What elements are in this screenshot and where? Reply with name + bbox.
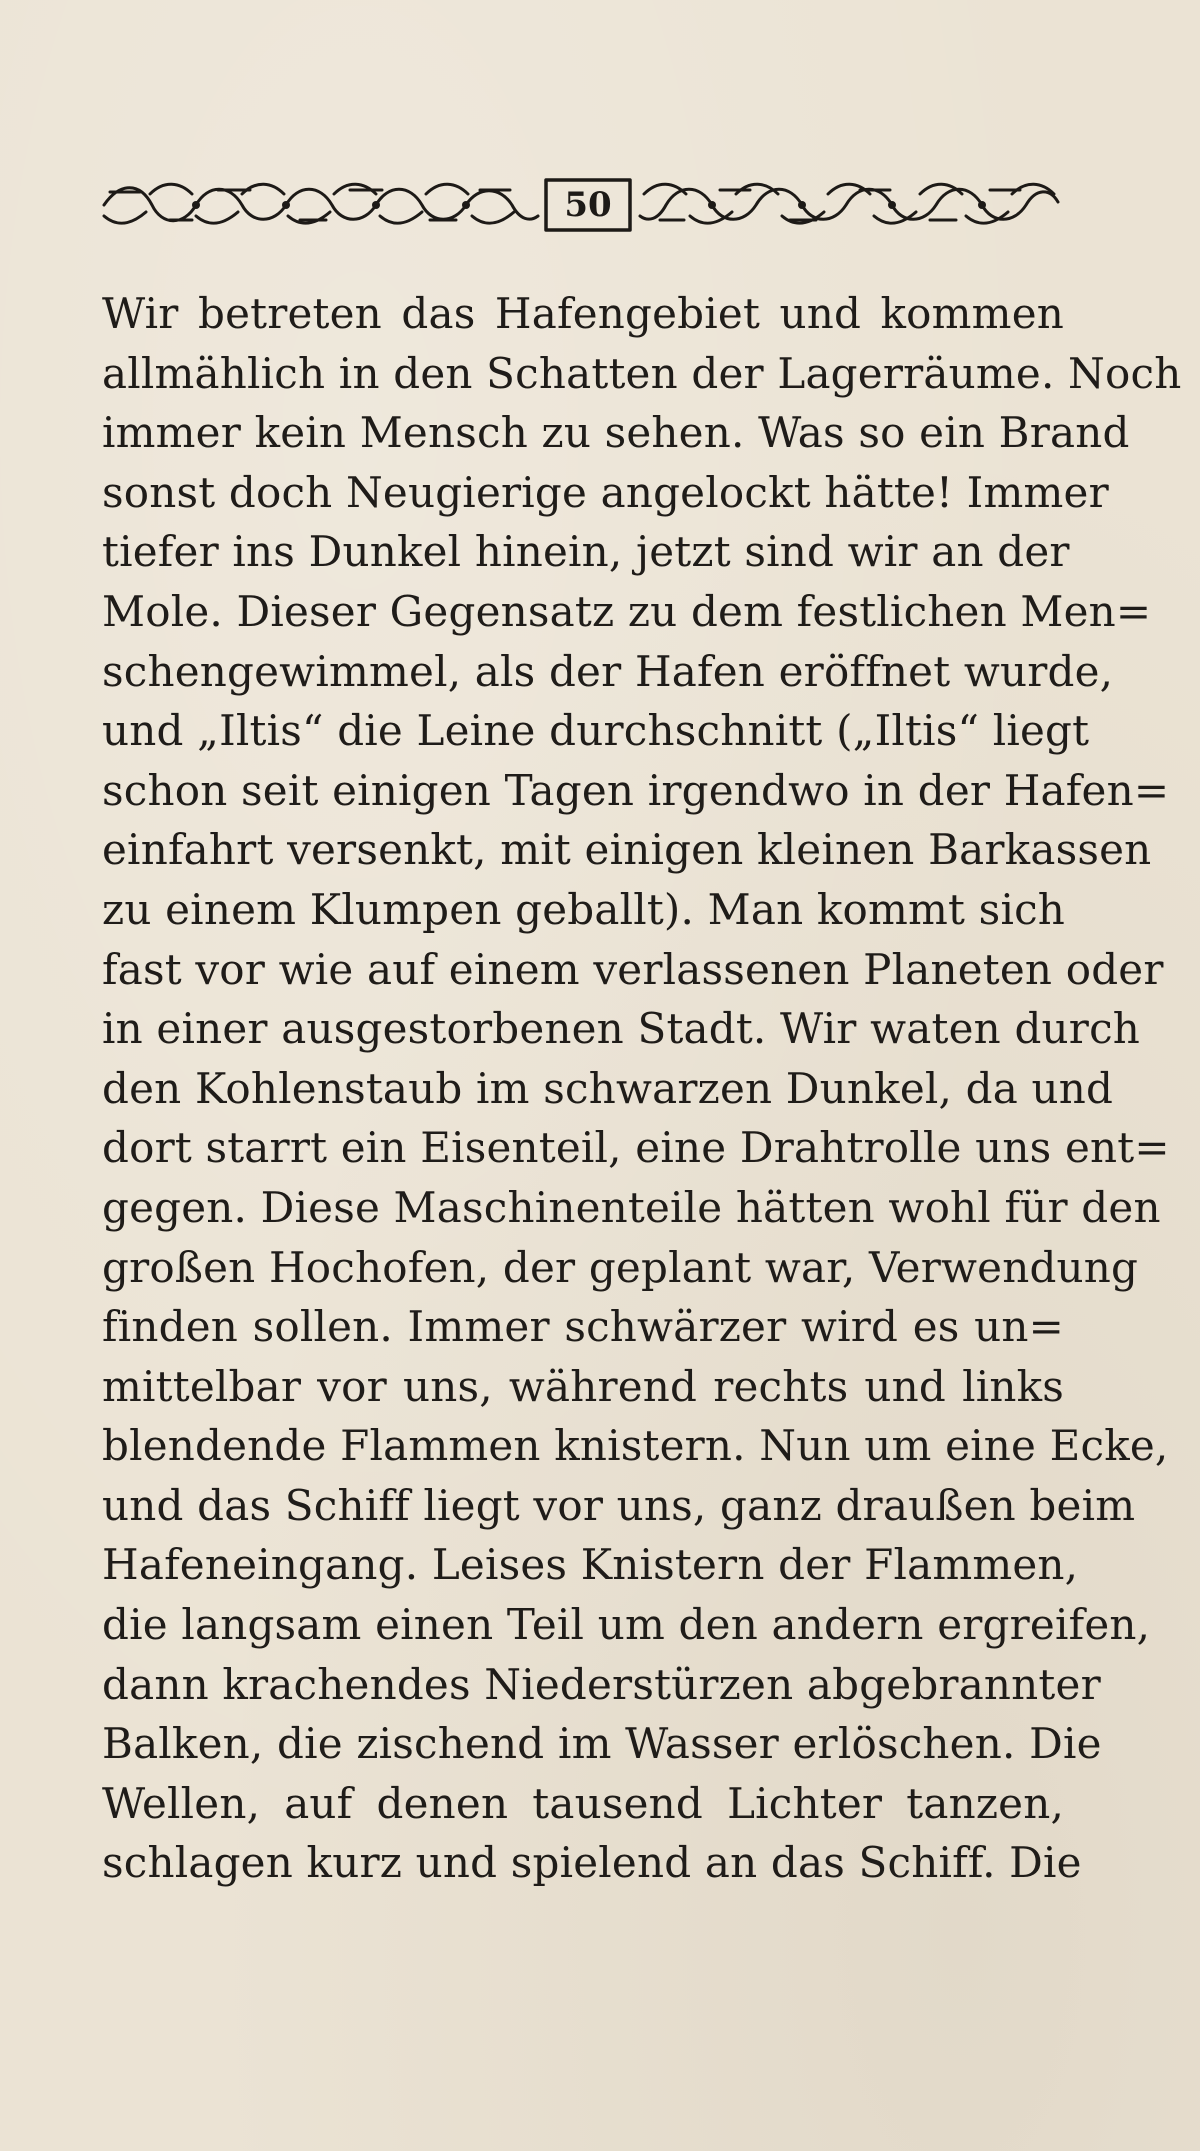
text-line: den Kohlenstaub im schwarzen Dunkel, da und [102,1063,1114,1113]
body-text [102,284,1182,1893]
text-line: schon seit einigen Tagen irgendwo in der Hafen= [102,765,1170,815]
text-line: sonst doch Neugierige angelockt hätte! Immer [102,467,1109,517]
text-line: mittelbar vor uns, während rechts und links [102,1361,1064,1411]
text-line: und das Schiff liegt vor uns, ganz draußen beim [102,1480,1136,1530]
text-line: schengewimmel, als der Hafen eröffnet wurde, [102,646,1114,696]
text-line: großen Hochofen, der geplant war, Verwendung [102,1242,1139,1292]
text-line: fast vor wie auf einem verlassenen Planeten oder [102,944,1164,994]
text-line: tiefer ins Dunkel hinein, jetzt sind wir an der [102,527,1070,577]
text-line: Hafeneingang. Leises Knistern der Flammen, [102,1540,1079,1590]
text-line: zu einem Klumpen geballt). Man kommt sich [102,884,1066,934]
text-line: einfahrt versenkt, mit einigen kleinen Barkassen [102,825,1152,875]
text-line: dann krachendes Niederstürzen abgebrannter [102,1659,1101,1709]
text-line: schlagen kurz und spielend an das Schiff. Die [102,1838,1082,1888]
text-line: allmählich in den Schatten der Lagerräume. Noch [102,348,1182,398]
page-header [100,172,1062,238]
text-line: immer kein Mensch zu sehen. Was so ein Brand [102,408,1130,458]
text-line: Wellen, auf denen tausend Lichter tanzen, [102,1778,1064,1828]
text-line: in einer ausgestorbenen Stadt. Wir waten durch [102,1004,1141,1054]
text-line: Mole. Dieser Gegensatz zu dem festlichen Men= [102,586,1152,636]
text-line: blendende Flammen knistern. Nun um eine Ecke, [102,1421,1169,1471]
text-line: Wir betreten das Hafengebiet und kommen [102,289,1064,338]
text-line: und „Iltis“ die Leine durchschnitt („Iltis“ liegt [102,706,1090,756]
text-line: dort starrt ein Eisenteil, eine Drahtrolle uns ent= [102,1123,1170,1173]
text-line: finden sollen. Immer schwärzer wird es un= [102,1302,1064,1352]
text-line: Balken, die zischend im Wasser erlöschen. Die [102,1719,1102,1769]
page-number: 50 [564,185,612,225]
text-line: die langsam einen Teil um den andern ergreifen, [102,1600,1151,1650]
text-line: gegen. Diese Maschinenteile hätten wohl für den [102,1182,1161,1232]
